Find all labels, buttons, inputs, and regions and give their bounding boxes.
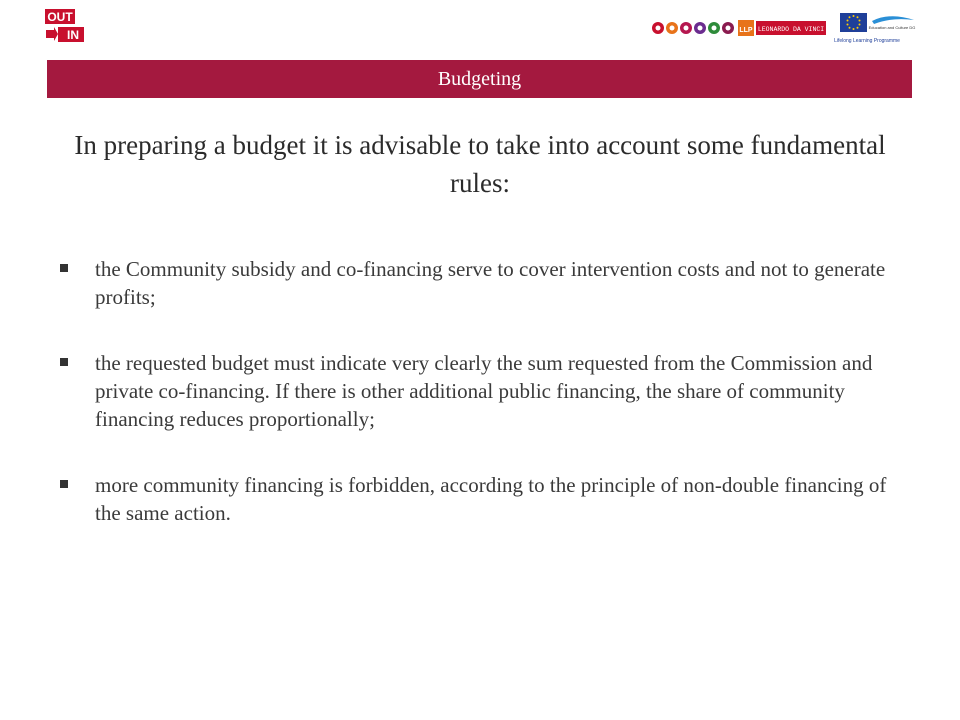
lifelong-text: Lifelong Learning Programme: [834, 38, 900, 44]
eu-caption: Education and Culture DG: [868, 25, 916, 30]
rule-text: more community financing is forbidden, according to the principle of non-double financing of the same action.: [95, 473, 887, 525]
outin-logo-bottom-text: IN: [67, 28, 79, 42]
rule-text: the Community subsidy and co-financing serve to cover intervention costs and not to generate profits;: [95, 257, 886, 309]
llp-text: LLP: [739, 27, 753, 34]
slide-title: Budgeting: [437, 67, 522, 90]
llp-swirl-icons: [652, 22, 734, 34]
list-item: [58, 349, 898, 433]
programme-logos: [652, 12, 918, 46]
square-bullet-icon: [60, 264, 68, 272]
outin-logo: [44, 8, 86, 44]
list-item: [58, 471, 898, 527]
title-bar: [47, 60, 912, 98]
leonardo-text: LEONARDO DA VINCI: [757, 26, 825, 33]
swoosh-icon: [872, 16, 914, 24]
rules-list: [58, 255, 898, 565]
list-item: [58, 255, 898, 311]
square-bullet-icon: [60, 480, 68, 488]
outin-logo-top-text: OUT: [47, 10, 73, 24]
square-bullet-icon: [60, 358, 68, 366]
rule-text: the requested budget must indicate very clearly the sum requested from the Commission and private co-financing. If there is other additional public financing, the share of community financing reduces proportionally;: [95, 351, 873, 431]
intro-text: In preparing a budget it is advisable to take into account some fundamental rules:: [74, 130, 886, 198]
